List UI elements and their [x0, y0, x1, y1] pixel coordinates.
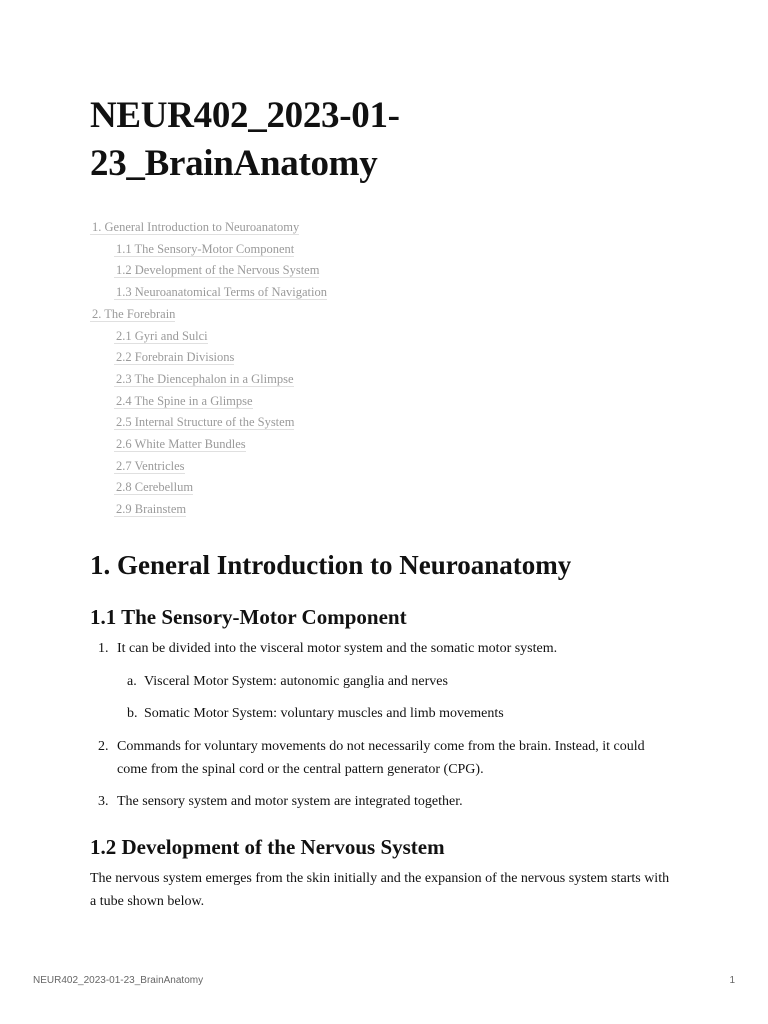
section-heading: 1. General Introduction to Neuroanatomy [90, 550, 572, 580]
toc-item [90, 217, 327, 239]
subsection-heading: 1.2 Development of the Nervous System [90, 835, 445, 859]
list-item-text: Commands for voluntary movements do not necessarily come from the brain. Instead, it could come from the spinal cord or the central pattern generator (CPG). [117, 739, 645, 777]
toc-item [90, 282, 327, 304]
toc-link[interactable]: 1. General Introduction to Neuroanatomy [92, 220, 300, 234]
toc-link[interactable]: 2.4 The Spine in a Glimpse [116, 393, 253, 408]
toc-link[interactable]: 2.1 Gyri and Sulci [116, 328, 208, 343]
toc-item [90, 434, 327, 456]
toc-link[interactable]: 1.2 Development of the Nervous System [116, 263, 320, 278]
list-item-text: Somatic Motor System: voluntary muscles and limb movements [144, 706, 504, 721]
toc-link[interactable]: 2. The Forebrain [92, 306, 176, 321]
toc-item [90, 499, 327, 521]
toc-link[interactable]: 2.7 Ventricles [116, 458, 185, 473]
list-number: 2. [98, 739, 109, 754]
list-number: 1. [98, 641, 109, 656]
list-item [90, 670, 670, 693]
toc-link[interactable]: 2.3 The Diencephalon in a Glimpse [116, 371, 294, 386]
paragraph: The nervous system emerges from the skin initially and the expansion of the nervous system starts with a tube shown below. [90, 871, 670, 909]
numbered-list [90, 735, 670, 813]
footer-doc-name: NEUR402_2023-01-23_BrainAnatomy [33, 975, 204, 986]
page-footer [33, 975, 735, 986]
toc-link[interactable]: 2.8 Cerebellum [116, 480, 194, 495]
toc-item [90, 391, 327, 413]
toc-item [90, 260, 327, 282]
list-number: 3. [98, 794, 109, 809]
toc-link[interactable]: 1.3 Neuroanatomical Terms of Navigation [116, 285, 327, 300]
page-number: 1 [729, 975, 735, 986]
numbered-list [90, 637, 670, 660]
list-item [90, 637, 670, 660]
list-letter: a. [127, 674, 137, 689]
list-letter: b. [127, 706, 138, 721]
toc-item [90, 326, 327, 348]
toc-link[interactable]: 2.9 Brainstem [116, 502, 187, 517]
toc-item [90, 456, 327, 478]
table-of-contents [90, 217, 327, 521]
toc-link[interactable]: 1.1 The Sensory-Motor Component [116, 241, 295, 256]
list-item [90, 790, 670, 813]
toc-item [90, 412, 327, 434]
toc-link[interactable]: 2.2 Forebrain Divisions [116, 350, 235, 365]
toc-item [90, 369, 327, 391]
toc-item [90, 239, 327, 261]
toc-item [90, 304, 327, 326]
main-content [90, 547, 670, 913]
toc-item [90, 347, 327, 369]
list-item-text: It can be divided into the visceral motor system and the somatic motor system. [117, 641, 558, 656]
list-item [90, 735, 670, 781]
toc-link[interactable]: 2.6 White Matter Bundles [116, 437, 246, 452]
list-item-text: Visceral Motor System: autonomic ganglia and nerves [144, 674, 448, 689]
list-item-text: The sensory system and motor system are integrated together. [117, 794, 463, 809]
subsection-heading: 1.1 The Sensory-Motor Component [90, 605, 407, 629]
list-item [90, 702, 670, 725]
toc-item [90, 477, 327, 499]
toc-link[interactable]: 2.5 Internal Structure of the System [116, 415, 295, 430]
page-title: NEUR402_2023-01-23_BrainAnatomy [90, 95, 400, 184]
lettered-list [90, 670, 670, 725]
